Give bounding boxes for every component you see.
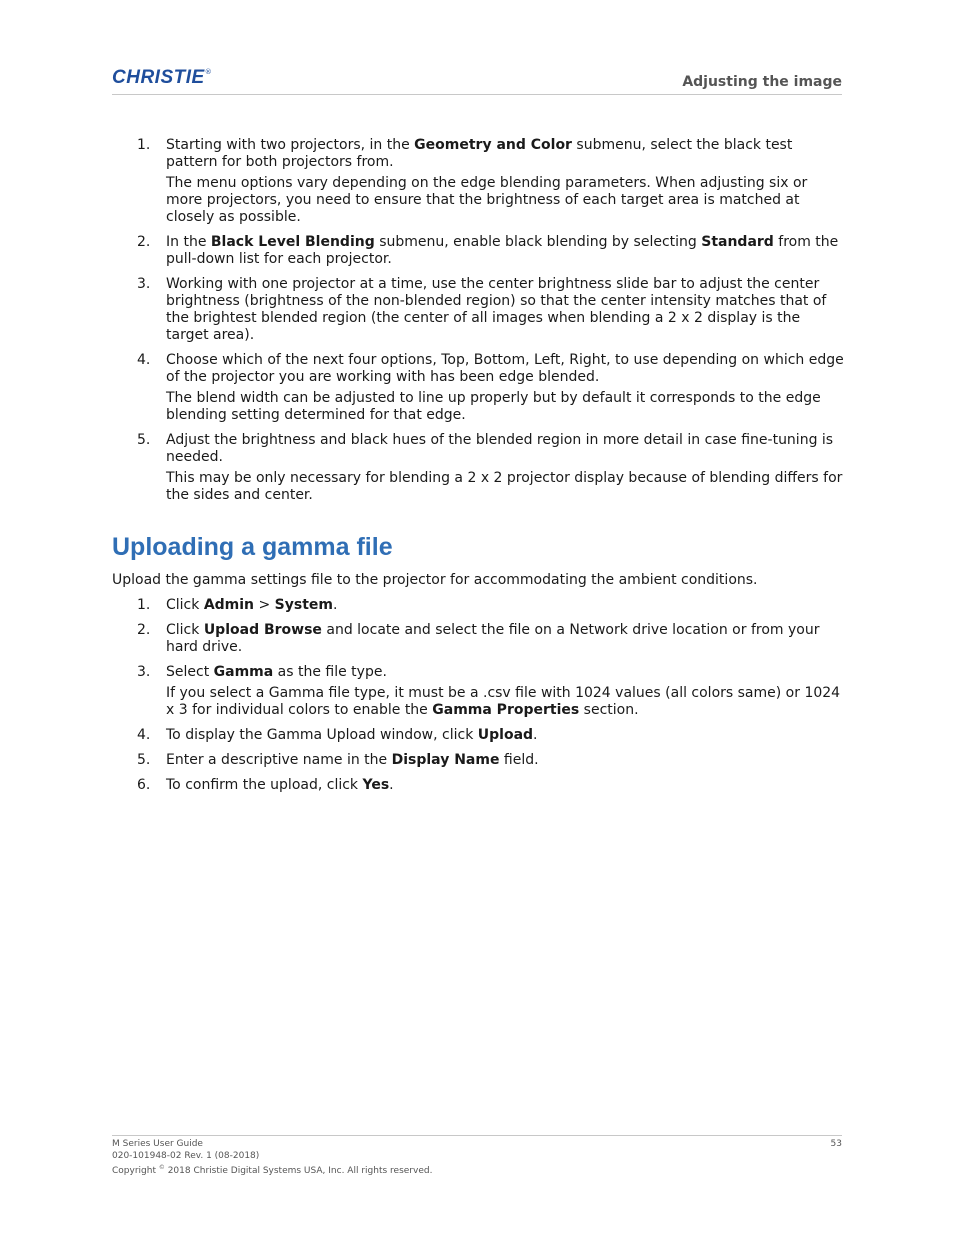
step-text: Click — [166, 622, 204, 638]
list-item — [112, 664, 844, 719]
ui-term: Admin — [203, 597, 255, 613]
step-text: . — [533, 727, 538, 743]
christie-logo — [112, 68, 212, 88]
step-text: field. — [499, 752, 539, 768]
ui-term: Gamma — [213, 664, 274, 680]
step-body — [166, 597, 337, 613]
running-section-title: Adjusting the image — [682, 74, 842, 90]
copyright-prefix: Copyright — [112, 1166, 159, 1176]
step-number: 3. — [137, 276, 151, 292]
footer-revision: 020-101948-02 Rev. 1 (08-2018) — [112, 1150, 260, 1161]
step-body — [166, 664, 387, 680]
ui-term: Gamma Properties — [432, 702, 580, 718]
blending-steps-list — [112, 137, 844, 504]
ui-term: Yes — [362, 777, 390, 793]
step-number: 6. — [137, 777, 151, 793]
page-header — [112, 66, 842, 95]
step-text: In the — [166, 234, 211, 250]
footer-copyright — [112, 1162, 842, 1178]
ui-term: Geometry and Color — [414, 137, 572, 153]
step-body — [166, 727, 538, 743]
step-number: 1. — [137, 137, 151, 153]
step-body — [166, 622, 819, 655]
step-text: Click — [166, 597, 204, 613]
step-body — [166, 752, 539, 768]
step-body — [166, 352, 844, 385]
ui-term: System — [274, 597, 333, 613]
list-item — [112, 352, 844, 424]
step-text: If you select a Gamma file type, it must be a .csv file with 1024 values (all colors same) or 1024 x 3 for individual colors to enable the — [166, 685, 841, 718]
step-text: submenu, select the black test pattern for both projectors from. — [166, 137, 793, 170]
list-item — [112, 276, 844, 344]
ui-term: Display Name — [391, 752, 500, 768]
copyright-symbol: © — [158, 1164, 165, 1171]
step-number: 3. — [137, 664, 151, 680]
step-text: . — [333, 597, 338, 613]
list-item — [112, 137, 844, 226]
section-intro: Upload the gamma settings file to the projector for accommodating the ambient conditions. — [112, 572, 758, 588]
step-text: Working with one projector at a time, use the center brightness slide bar to adjust the center brightness (brightness of the non-blended region) so that the center intensity matches that of the brightest blended region (the center of all images when blending a 2 x 2 display is the target area). — [166, 276, 827, 343]
step-number: 1. — [137, 597, 151, 613]
logo-wordmark: CHRISTIE — [112, 67, 205, 88]
step-text: Starting with two projectors, in the — [166, 137, 415, 153]
step-body — [166, 276, 826, 343]
step-body — [166, 234, 838, 267]
section-heading: Uploading a gamma file — [112, 533, 393, 561]
list-item — [112, 432, 844, 504]
step-text: > — [254, 597, 275, 613]
step-number: 5. — [137, 752, 151, 768]
step-text: Choose which of the next four options, Top, Bottom, Left, Right, to use depending on which edge of the projector you are working with has been edge blended. — [166, 352, 844, 385]
step-note: This may be only necessary for blending a 2 x 2 projector display because of blending differs for the sides and center. — [166, 470, 843, 503]
step-number: 4. — [137, 352, 151, 368]
step-body — [166, 137, 792, 170]
step-text: from the pull-down list for each projector. — [166, 234, 839, 267]
footer-guide-title: M Series User Guide — [112, 1139, 203, 1149]
step-note: The menu options vary depending on the edge blending parameters. When adjusting six or more projectors, you need to ensure that the brightness of each target area is matched at closely as possible. — [166, 175, 808, 225]
step-number: 4. — [137, 727, 151, 743]
list-item — [112, 727, 844, 744]
step-text: as the file type. — [273, 664, 387, 680]
step-text: and locate and select the file on a Network drive location or from your hard drive. — [166, 622, 820, 655]
step-number: 5. — [137, 432, 151, 448]
step-text: Adjust the brightness and black hues of the blended region in more detail in case fine-tuning is needed. — [166, 432, 834, 465]
ui-term: Upload — [477, 727, 534, 743]
list-item — [112, 622, 844, 656]
copyright-text: 2018 Christie Digital Systems USA, Inc. All rights reserved. — [164, 1166, 433, 1176]
ui-term: Upload Browse — [203, 622, 322, 638]
step-text: section. — [579, 702, 639, 718]
step-text: Select — [166, 664, 214, 680]
step-body — [166, 432, 833, 465]
step-note: The blend width can be adjusted to line up properly but by default it corresponds to the edge blending setting determined for that edge. — [166, 390, 821, 423]
page-content — [112, 137, 844, 802]
step-text: To display the Gamma Upload window, click — [166, 727, 478, 743]
gamma-upload-steps-list — [112, 597, 844, 794]
list-item — [112, 597, 844, 614]
ui-term: Black Level Blending — [210, 234, 375, 250]
list-item — [112, 777, 844, 794]
list-item — [112, 234, 844, 268]
step-text: To confirm the upload, click — [166, 777, 363, 793]
step-text: Enter a descriptive name in the — [166, 752, 392, 768]
page-number: 53 — [830, 1139, 842, 1149]
step-number: 2. — [137, 234, 151, 250]
logo-trademark: ® — [204, 68, 212, 76]
step-text: submenu, enable black blending by selecting — [374, 234, 702, 250]
step-number: 2. — [137, 622, 151, 638]
step-body — [166, 777, 394, 793]
page-footer — [112, 1135, 842, 1178]
step-text: . — [389, 777, 394, 793]
step-note — [166, 685, 844, 719]
list-item — [112, 752, 844, 769]
ui-term: Standard — [701, 234, 774, 250]
